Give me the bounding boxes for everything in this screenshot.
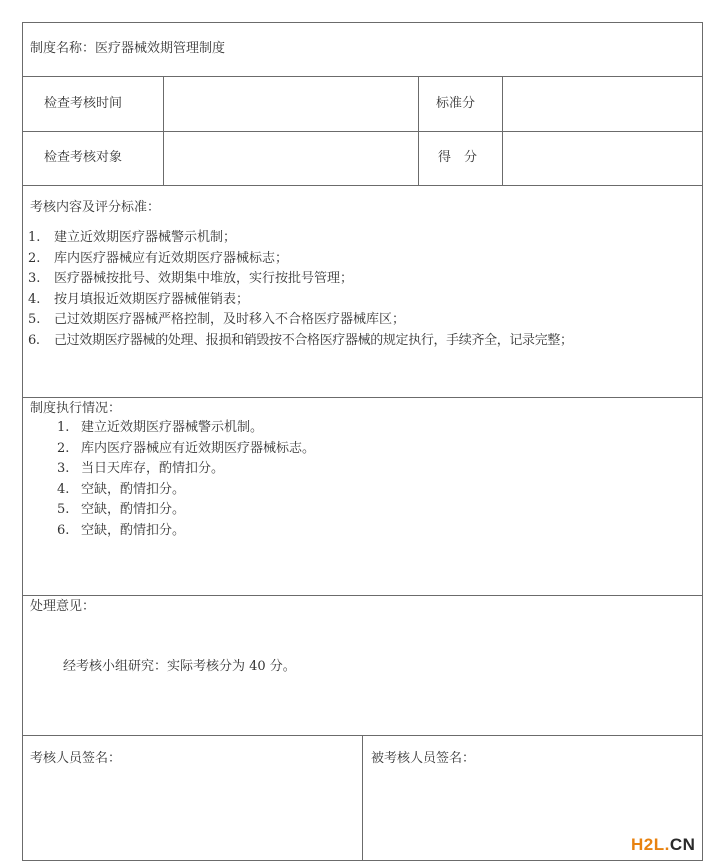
- h2l-logo: [631, 835, 695, 855]
- examiner-signature-label: 考核人员签名：: [30, 751, 122, 766]
- criteria-list: [28, 228, 573, 352]
- check-time-label: 检查考核时间: [44, 96, 123, 111]
- execution-heading: 制度执行情况：: [30, 401, 122, 416]
- logo-dot: .: [664, 835, 670, 854]
- standard-score-label: 标准分: [436, 96, 476, 111]
- check-object-value-cell[interactable]: [168, 134, 413, 183]
- criteria-heading: 考核内容及评分标准：: [30, 200, 161, 215]
- list-item: 6. 己过效期医疗器械的处理、报损和销毁按不合格医疗器械的规定执行，手续齐全，记录完整；: [28, 332, 573, 348]
- list-item: 4. 按月填报近效期医疗器械催销表；: [28, 291, 250, 307]
- examiner-signature-field[interactable]: [27, 773, 357, 857]
- list-item: 2. 库内医疗器械应有近效期医疗器械标志。: [57, 440, 316, 456]
- logo-h2l: H2L: [631, 835, 665, 854]
- examinee-signature-label: 被考核人员签名：: [371, 751, 476, 766]
- row-divider: [23, 185, 702, 186]
- list-item: 1. 建立近效期医疗器械警示机制。: [57, 420, 264, 435]
- score-value-cell[interactable]: [507, 134, 697, 183]
- column-divider: [502, 76, 503, 185]
- check-object-label: 检查考核对象: [44, 150, 123, 165]
- execution-list: [57, 418, 315, 542]
- list-item: 4. 空缺，酌情扣分。: [57, 481, 186, 497]
- column-divider: [163, 76, 164, 185]
- opinion-heading: 处理意见：: [30, 599, 96, 614]
- logo-cn: CN: [669, 835, 696, 854]
- row-divider: [23, 397, 702, 398]
- list-item: 5. 空缺，酌情扣分。: [57, 502, 186, 518]
- list-item: 2. 库内医疗器械应有近效期医疗器械标志；: [28, 250, 289, 266]
- list-item: 3. 当日天库存，酌情扣分。: [57, 461, 225, 477]
- column-divider: [362, 735, 363, 861]
- list-item: 5. 己过效期医疗器械严格控制，及时移入不合格医疗器械库区；: [28, 312, 406, 328]
- column-divider: [418, 76, 419, 185]
- list-item: 3. 医疗器械按批号、效期集中堆放，实行按批号管理；: [28, 271, 354, 287]
- list-item: 6. 空缺，酌情扣分。: [57, 522, 186, 538]
- assessment-form: [22, 22, 703, 861]
- standard-score-value-cell[interactable]: [507, 79, 697, 129]
- row-divider: [23, 76, 702, 77]
- check-time-value-cell[interactable]: [168, 79, 413, 129]
- row-divider: [23, 595, 702, 596]
- form-title: 制度名称：医疗器械效期管理制度: [30, 41, 226, 56]
- list-item: 1. 建立近效期医疗器械警示机制；: [28, 230, 237, 245]
- opinion-text: 经考核小组研究：实际考核分为 40 分。: [63, 659, 296, 674]
- row-divider: [23, 131, 702, 132]
- score-label: 得 分: [438, 150, 478, 165]
